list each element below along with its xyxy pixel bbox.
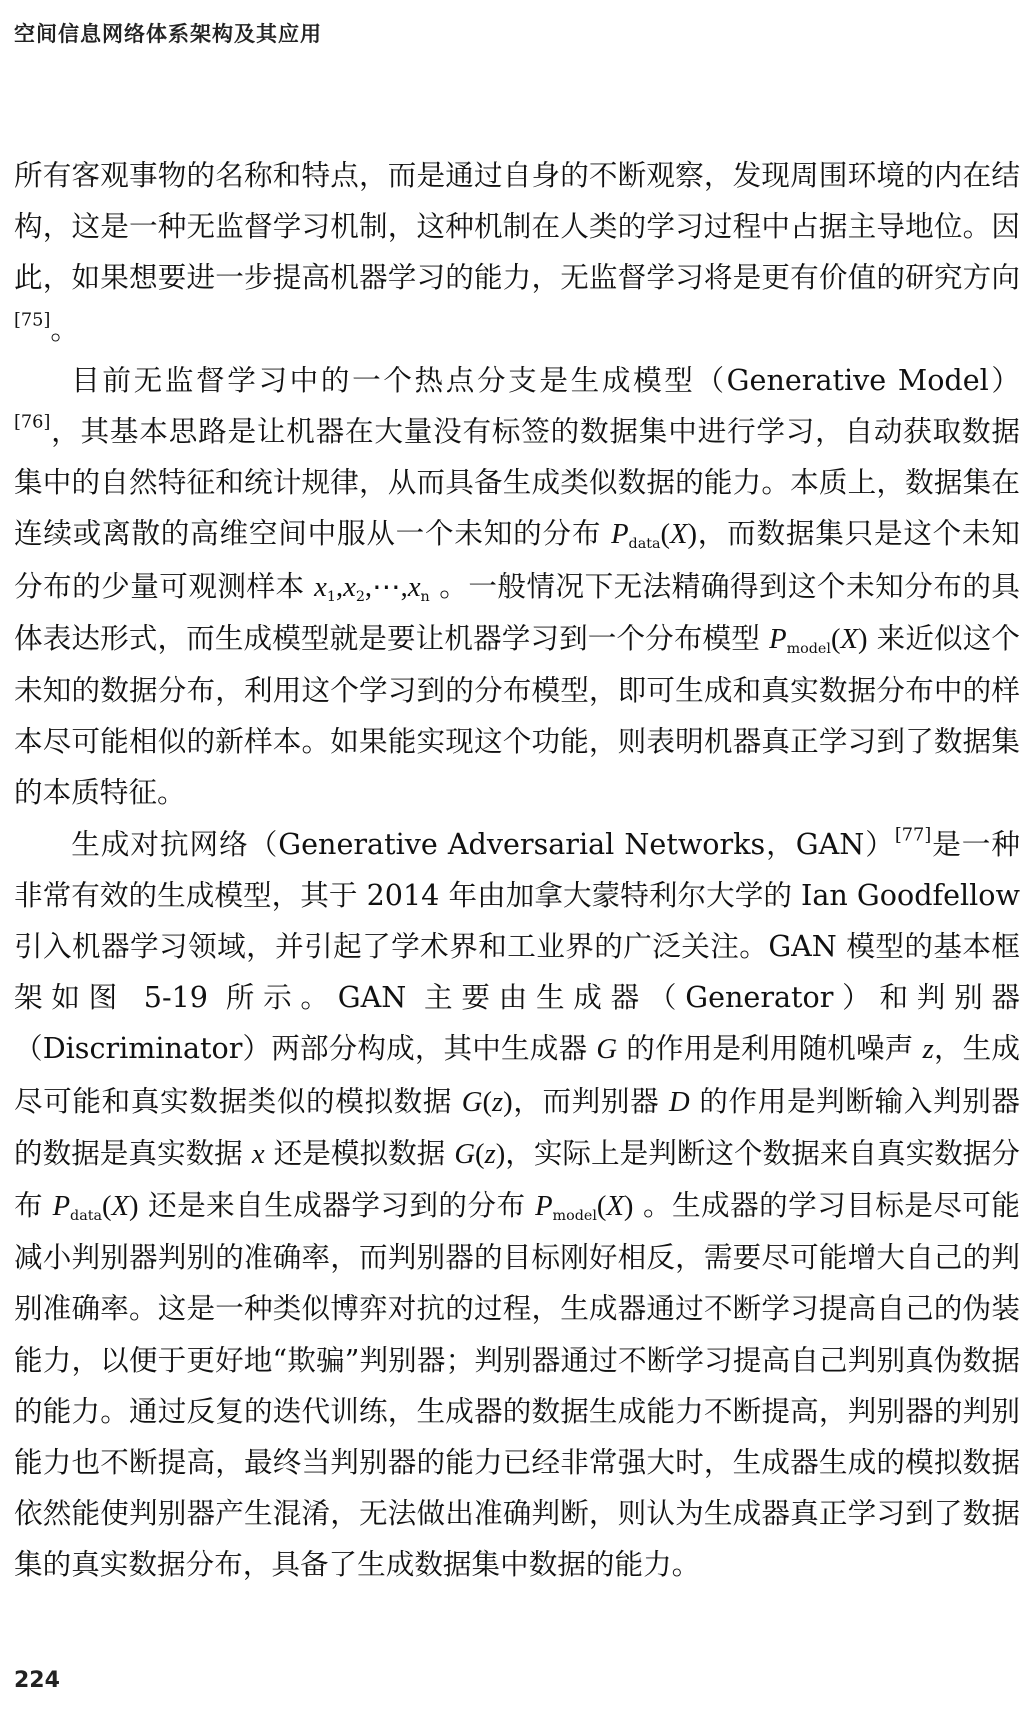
math-punct: ( xyxy=(482,1086,492,1118)
math-symbol: x xyxy=(251,1138,265,1170)
text-run: 来近似这个未知的数据分布，利用这个学习到的分布模型，即可生成和真实数据分布中的样本尽可能相似的新样本。如果能实现这个功能，则表明机器真正学习到了数据集的本质特征。 xyxy=(14,620,1021,810)
text-run: 的作用是利用随机噪声 xyxy=(617,1031,923,1066)
text-run: 还是模拟数据 xyxy=(264,1135,455,1170)
text-run: 是一种非常有效的生成模型，其于 2014 年由加拿大蒙特利尔大学的 Ian Goodfellow 引入机器学习领域，并引起了学术界和工业界的广泛关注。GAN 模型的基本框架如图 5-19 所示。GAN 主要由生成器（Generator）和判别器（Discriminator）两部分构成，其中生成器 xyxy=(14,826,1020,1066)
math-symbol: x xyxy=(314,571,327,603)
math-symbol: P xyxy=(611,519,629,551)
text-run: ，而判别器 xyxy=(512,1083,669,1118)
math-punct: ) xyxy=(687,519,698,551)
math-symbol: X xyxy=(111,1191,129,1223)
math-symbol: P xyxy=(52,1191,71,1223)
paragraph-2 xyxy=(14,355,1020,819)
text-run: 的作用是判断输入判别器的数据是真实数据 xyxy=(14,1083,1021,1170)
text-run: ，而数据集只是这个未知分布的少量可观测样本 xyxy=(14,516,1020,603)
text-run: ，生成尽可能和真实数据类似的模拟数据 xyxy=(14,1031,1020,1118)
text-run: 所有客观事物的名称和特点，而是通过自身的不断观察，发现周围环境的内在结构，这是一种无监督学习机制，这种机制在人类的学习过程中占据主导地位。因此，如果想要进一步提高机器学习的能力，无监督学习将是更有价值的研究方向 xyxy=(14,158,1020,295)
math-punct: ) xyxy=(503,1086,513,1118)
math-subscript: 1 xyxy=(326,588,336,605)
math-symbol: z xyxy=(484,1138,496,1170)
math-symbol: X xyxy=(670,519,688,551)
math-symbol: z xyxy=(491,1086,504,1118)
text-run: 目前无监督学习中的一个热点分支是生成模型（Generative Model） xyxy=(71,362,1020,397)
math-subscript: 2 xyxy=(355,588,365,605)
math-punct: , xyxy=(335,571,344,603)
math-symbol: z xyxy=(922,1034,934,1066)
citation-ref: [76] xyxy=(14,412,51,433)
text-run: ，其基本思路是让机器在大量没有标签的数据集中进行学习，自动获取数据集中的自然特征和统计规律，从而具备生成类似数据的能力。本质上，数据集在连续或离散的高维空间中服从一个未知的分布 xyxy=(14,414,1020,551)
paragraph-3 xyxy=(14,819,1020,1591)
math-subscript: data xyxy=(70,1208,102,1225)
math-symbol: X xyxy=(606,1191,624,1223)
math-symbol: P xyxy=(535,1191,553,1223)
citation-ref: [75] xyxy=(14,310,51,331)
math-punct: ) xyxy=(857,623,868,655)
math-punct: ,⋯, xyxy=(364,571,408,603)
text-run: ，实际上是判断这个数据来自真实数据分布 xyxy=(14,1135,1020,1223)
math-symbol: G xyxy=(596,1034,618,1066)
math-symbol: x xyxy=(343,571,356,603)
text-run: 生成对抗网络（Generative Adversarial Networks，GAN） xyxy=(71,826,895,861)
math-subscript: model xyxy=(552,1208,597,1225)
text-run: 。一般情况下无法精确得到这个未知分布的具体表达形式，而生成模型就是要让机器学习到一个分布模型 xyxy=(14,568,1020,655)
math-punct: ( xyxy=(102,1191,112,1223)
math-punct: ) xyxy=(129,1191,139,1223)
page-number: 224 xyxy=(14,1668,60,1693)
math-punct: ) xyxy=(623,1191,634,1223)
math-subscript: data xyxy=(628,536,661,553)
math-symbol: x xyxy=(407,571,421,603)
math-symbol: G xyxy=(461,1086,483,1118)
text-run: 。 xyxy=(50,311,79,346)
math-symbol: D xyxy=(669,1086,690,1118)
running-header: 空间信息网络体系架构及其应用 xyxy=(14,22,322,46)
math-symbol: X xyxy=(840,623,858,655)
citation-ref: [77] xyxy=(894,825,932,846)
text-run: 。生成器的学习目标是尽可能减小判别器判别的准确率，而判别器的目标刚好相反，需要尽可能增大自己的判别准确率。这是一种类似博弈对抗的过程，生成器通过不断学习提高自己的伪装能力，以便于更好地“欺骗”判别器；判别器通过不断学习提高自己判别真伪数据的能力。通过反复的迭代训练，生成器的数据生成能力不断提高，判别器的判别能力也不断提高，最终当判别器的能力已经非常强大时，生成器生成的模拟数据依然能使判别器产生混淆，无法做出准确判断，则认为生成器真正学习到了数据集的真实数据分布，具备了生成数据集中数据的能力。 xyxy=(14,1188,1021,1582)
math-punct: ) xyxy=(495,1138,506,1170)
math-subscript: model xyxy=(786,640,831,657)
math-punct: ( xyxy=(660,519,671,551)
paragraph-1 xyxy=(14,150,1020,355)
math-punct: ( xyxy=(830,623,841,655)
math-punct: ( xyxy=(596,1191,607,1223)
math-symbol: G xyxy=(454,1138,476,1170)
math-punct: ( xyxy=(475,1138,485,1170)
text-run: 还是来自生成器学习到的分布 xyxy=(138,1188,536,1223)
body-text xyxy=(14,150,1020,1591)
math-subscript: n xyxy=(420,588,430,605)
math-symbol: P xyxy=(769,623,787,655)
